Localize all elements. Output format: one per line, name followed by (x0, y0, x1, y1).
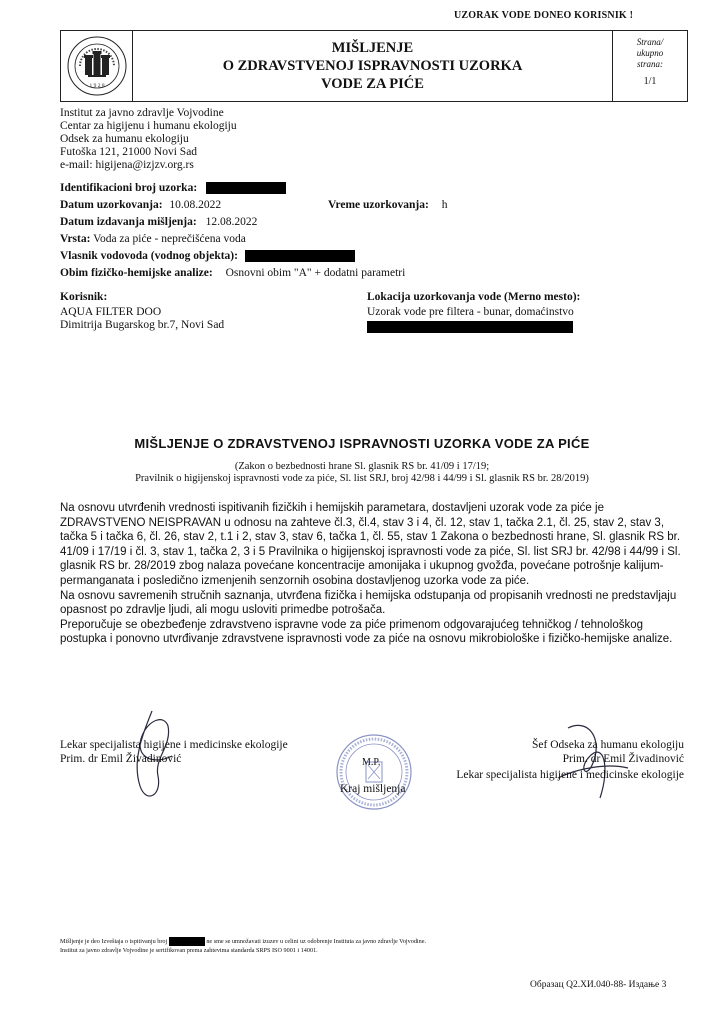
opinion-title: MIŠLJENJE O ZDRAVSTVENOJ ISPRAVNOSTI UZORKA VODE ZA PIĆE (134, 436, 590, 451)
footer-note-2: Institut za javno zdravlje Vojvodine je sertifikovan prema zahtevima standarda SRPS ISO 9001 i 14001. (60, 947, 318, 954)
svg-text:1 9 2 8: 1 9 2 8 (88, 83, 105, 89)
sample-notice: UZORAK VODE DONEO KORISNIK ! (454, 10, 634, 21)
opinion-subtitle-1: (Zakon o bezbednosti hrane Sl. glasnik RS br. 41/09 i 17/19; (234, 461, 490, 472)
issue-date-row: Datum izdavanja mišljenja: 12.08.2022 (60, 216, 258, 228)
right-signatory: Šef Odseka za humanu ekologiju Prim. dr Emil Živadinović (531, 739, 684, 765)
document-header (60, 30, 688, 102)
end-of-opinion: Kraj mišljenja (340, 783, 406, 795)
water-type-row: Vrsta: Voda za piće - neprečišćena voda (60, 233, 246, 245)
redacted-block (169, 937, 205, 946)
institute-address: Institut za javno zdravlje Vojvodine Centar za higijenu i humanu ekologiju Odsek za humanu ekologiju Futoška 121, 21000 Novi Sad e-mail: higijena@izjzv.org.rs (60, 107, 237, 171)
location-block: Lokacija uzorkovanja vode (Merno mesto): Uzorak vode pre filtera - bunar, domaćinstvo (367, 291, 580, 333)
redacted-block (206, 182, 286, 194)
analysis-scope-row: Obim fizičko-hemijske analize: Osnovni obim "A" + dodatni parametri (60, 267, 406, 279)
opinion-paragraph: Preporučuje se obezbeđenje zdravstveno ispravne vode za piće primenom odgovarajućeg tehničkog / tehnološkog postupka i ponovno utvrđivanje zdravstvene ispravnosti vode za piće na osnovu mikrobiološke i fizičko-hemijske analize. (60, 618, 673, 646)
opinion-paragraph: Na osnovu savremenih stručnih saznanja, utvrđena fizička i hemijska odstupanja od propisanih vrednosti ne predstavljaju opasnost po zdravlje ljudi, ali mogu usloviti primedbe potrošača. (60, 589, 677, 617)
user-block: Korisnik: AQUA FILTER DOO Dimitrija Bugarskog br.7, Novi Sad (60, 291, 225, 331)
redacted-block (245, 250, 355, 262)
stamp-mp-label: M.P. (362, 757, 381, 768)
opinion-paragraph: Na osnovu utvrđenih vrednosti ispitivanih fizičkih i hemijskih parametara, dostavljeni uzorak vode za piće je ZDRAVSTVENO NEISPRAVAN u odnosu na zahteve čl.3, čl.4, stav 3 i 4, čl. 12, stav 1, tačka 2.1, čl. 25, stav 2, stav 3, tačka 5 i tačka 6, čl. 26, stav 2, t.1 i 2, stav 3, stav 6, tačka 1, čl. 55, stav 1 Zakona o bezbednosti hrane, Sl. glasnik RS br. 41/09 i 17/19 i čl. 3, stav 1, tačka 2, 3 i 5 Pravilnika o higijenskoj ispravnosti vode za piće, Sl. list SRJ br. 42/98 i 44/99 i Sl. glasnik RS br. 28/2019 zbog nalaza povećane koncentracije amonijaka i ukupnog gvožđa, povećane potrošnje kalijum-permanganata i posledično izmenjenih senzornih osobina dostavljenog uzorka vode za piće. (60, 502, 681, 587)
footer-note-1: Mišljenje je deo Izveštaja o ispitivanju broj ne sme se umnožavati izuzev u celini uz odobrenje Instituta za javno zdravlje Vojvodine. (60, 937, 427, 945)
left-signatory: Lekar specijalista higijene i medicinske ekologije Prim. dr Emil Živadinović (60, 739, 288, 765)
opinion-body (60, 501, 686, 647)
sample-time-row: Vreme uzorkovanja: h (328, 199, 448, 211)
document-title: MIŠLJENJE O ZDRAVSTVENOJ ISPRAVNOSTI UZORKA VODE ZA PIĆE (133, 31, 613, 101)
form-code: Образац Q2.XИ.040-88- Издање 3 (530, 980, 667, 990)
opinion-subtitle-2: Pravilnik o higijenskoj ispravnosti vode za piće, Sl. list SRJ, broj 42/98 i 44/99 i Sl. glasnik RS br. 28/2019) (135, 473, 589, 484)
sample-id-row: Identifikacioni broj uzorka: (60, 182, 286, 195)
sample-date-row: Datum uzorkovanja: 10.08.2022 (60, 199, 222, 211)
redacted-block (367, 321, 573, 333)
institute-logo (61, 31, 133, 101)
owner-row: Vlasnik vodovoda (vodnog objekta): (60, 250, 355, 263)
right-signatory-title: Lekar specijalista higijene i medicinske ekologije (456, 769, 684, 781)
page-indicator: Strana/ ukupno strana: 1/1 (636, 37, 664, 87)
official-stamp (334, 732, 414, 812)
